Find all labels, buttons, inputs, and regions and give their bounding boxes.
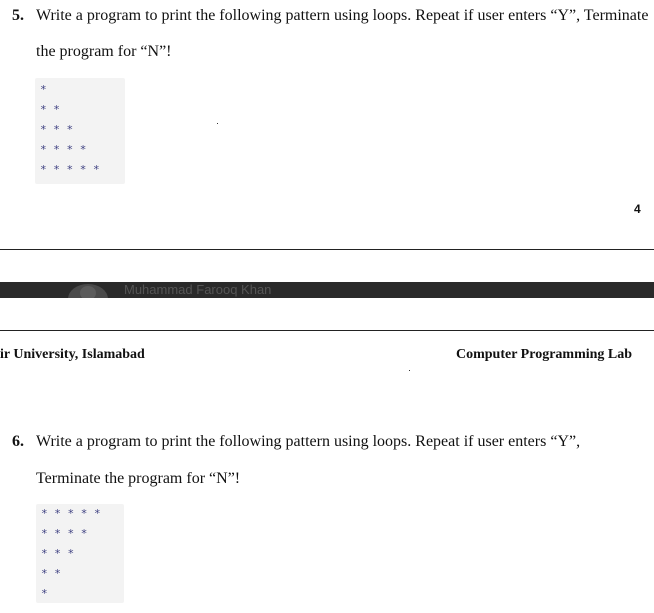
pattern-row: * * * * * <box>41 507 101 520</box>
presenter-avatar-face <box>80 286 96 298</box>
pattern-row: * <box>41 587 48 600</box>
header-course: Computer Programming Lab <box>456 347 633 362</box>
pattern-row: * * <box>41 567 61 580</box>
stray-dot <box>217 123 218 124</box>
pattern-row: * * * <box>40 123 74 136</box>
header-rule <box>0 330 654 331</box>
footer-rule <box>0 249 654 250</box>
question-5-pattern-box <box>35 78 125 184</box>
page-number: 4 <box>634 202 641 216</box>
question-5-text-line-2: the program for “N”! <box>36 43 172 60</box>
pattern-row: * * * * * <box>40 163 100 176</box>
stray-dot <box>409 370 410 371</box>
question-5-number: 5. <box>12 7 24 24</box>
question-6-text-line-2: Terminate the program for “N”! <box>36 470 241 487</box>
question-6-pattern-box <box>36 504 124 603</box>
question-6-text-line-1: Write a program to print the following pattern using loops. Repeat if user enters “Y”, <box>36 433 581 450</box>
question-5-text-line-1: Write a program to print the following pattern using loops. Repeat if user enters “Y”, Terminate <box>36 7 649 24</box>
presenter-name: Muhammad Farooq Khan <box>124 282 272 297</box>
pattern-row: * <box>40 83 47 96</box>
pattern-row: * * * * <box>40 143 87 156</box>
pattern-row: * * * * <box>41 527 88 540</box>
pattern-row: * * <box>40 103 60 116</box>
header-university: ir University, Islamabad <box>0 347 145 362</box>
question-6-number: 6. <box>12 433 24 450</box>
pattern-row: * * * <box>41 547 75 560</box>
video-overlay-bar <box>0 282 654 298</box>
